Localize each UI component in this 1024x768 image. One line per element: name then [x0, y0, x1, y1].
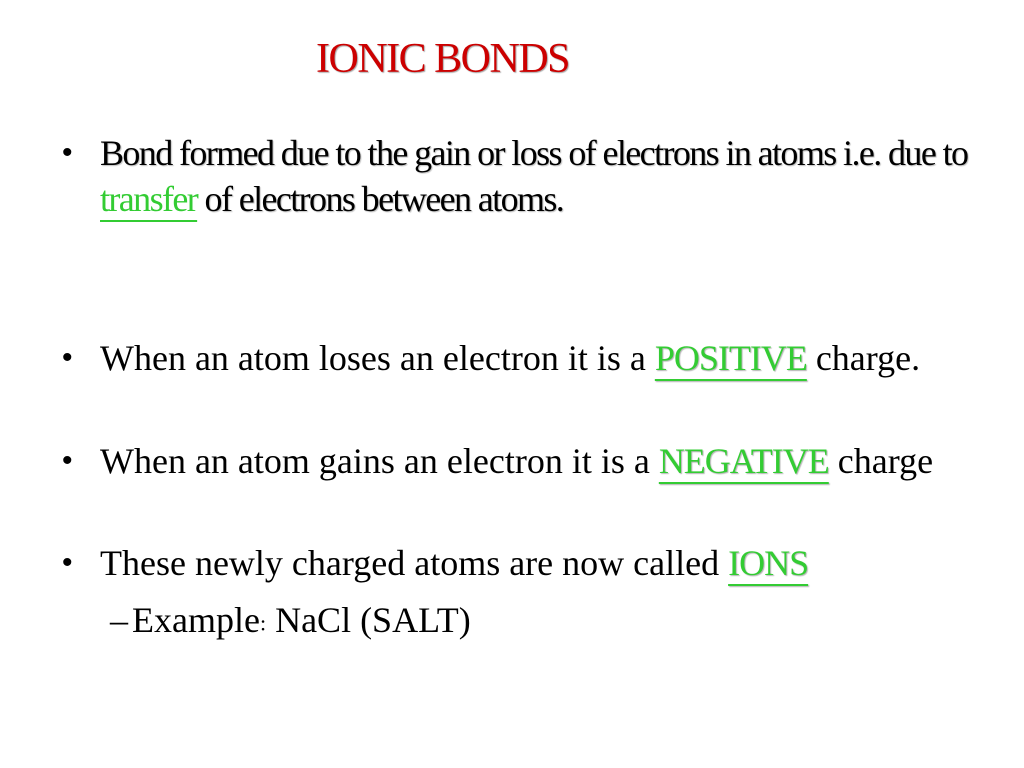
bullet-3-text-before: When an atom gains an electron it is a — [100, 441, 659, 481]
bullet-marker: • — [62, 444, 73, 477]
sub-bullet-text: NaCl (SALT) — [266, 600, 471, 640]
bullet-2-text-after: charge. — [806, 338, 921, 378]
bullet-2-keyword-positive: POSITIVE — [654, 338, 807, 378]
bullet-3-keyword-negative: NEGATIVE — [658, 441, 829, 481]
sub-bullet-example — [110, 597, 471, 647]
bullet-1-text-before: Bond formed due to the gain or loss of electrons in atoms i.e. due to — [100, 133, 968, 173]
bullet-3-text-after: charge — [828, 441, 934, 481]
bullet-1-text-after: of electrons between atoms. — [197, 179, 564, 219]
bullet-2-text-before: When an atom loses an electron it is a — [100, 338, 655, 378]
bullet-item-1 — [100, 130, 980, 222]
bullet-item-3 — [100, 438, 980, 484]
bullet-4-text-before: These newly charged atoms are now called — [100, 543, 729, 583]
bullet-1-keyword-transfer: transfer — [100, 179, 198, 219]
bullet-item-4 — [100, 540, 980, 586]
sub-bullet-colon: : — [259, 610, 267, 636]
bullet-marker: • — [62, 546, 73, 579]
slide-title: IONIC BONDS — [316, 36, 570, 82]
bullet-item-2 — [100, 335, 980, 381]
bullet-4-keyword-ions: IONS — [728, 543, 809, 583]
sub-bullet-dash: – — [110, 600, 128, 640]
bullet-marker: • — [62, 341, 73, 374]
sub-bullet-label: Example — [132, 600, 260, 640]
bullet-marker: • — [62, 136, 73, 169]
